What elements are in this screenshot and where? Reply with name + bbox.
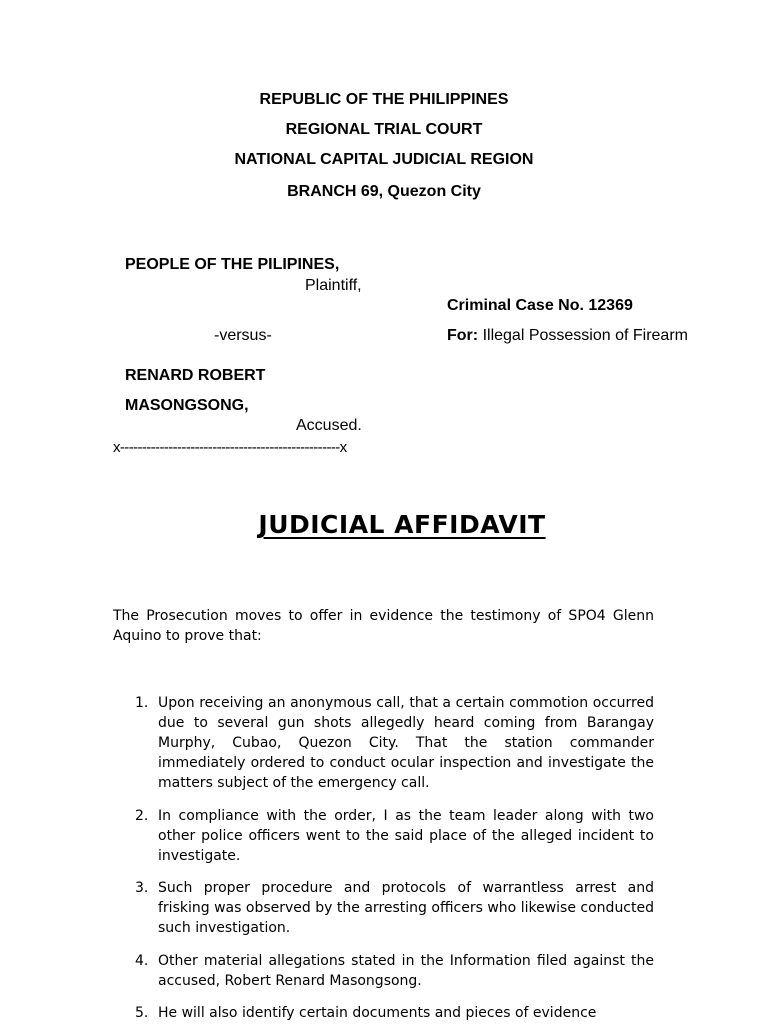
plaintiff-name: PEOPLE OF THE PILIPINES, [125, 256, 340, 273]
list-item-text: Upon receiving an anonymous call, that a certain commotion occurred due to several gun shots allegedly heard coming from Barangay Murphy, Cubao, Quezon City. That the station commander immediately ordered to conduct ocular inspection and investigate the matters subject of the emergency call. [158, 695, 654, 791]
header-branch: BRANCH 69, Quezon City [287, 183, 481, 200]
plaintiff-role: Plaintiff, [305, 277, 362, 294]
charge-value: Illegal Possession of Firearm [482, 327, 688, 344]
list-item [113, 878, 654, 938]
caption-separator: x--------------------------------------------------x [113, 439, 347, 456]
list-item-text: Such proper procedure and protocols of warrantless arrest and frisking was observed by the arresting officers who likewise conducted such investigation. [158, 880, 654, 936]
list-item [113, 693, 654, 793]
list-item [113, 806, 654, 866]
intro-paragraph: The Prosecution moves to offer in evidence the testimony of SPO4 Glenn Aquino to prove that: [113, 608, 654, 644]
document-title-text: JUDICIAL AFFIDAVIT [258, 510, 546, 539]
document-title [0, 508, 768, 542]
list-item-number: 3. [135, 880, 149, 896]
list-item-number: 2. [135, 807, 149, 824]
list-item-text: Other material allegations stated in the Information filed against the accused, Robert Renard Masongsong. [158, 952, 654, 989]
accused-name-line2: MASONGSONG, [125, 397, 249, 414]
list-item-number: 5. [135, 1005, 149, 1021]
accused-name-line1: RENARD ROBERT [125, 367, 266, 384]
list-item-number: 1. [135, 695, 149, 711]
allegation-list [113, 693, 654, 1024]
case-charge [447, 326, 688, 346]
list-item-number: 4. [135, 952, 149, 969]
versus-label: -versus- [214, 327, 272, 344]
list-item-text: In compliance with the order, I as the team leader along with two other police officers went to the said place of the alleged incident to investigate. [158, 807, 654, 864]
header-republic: REPUBLIC OF THE PHILIPPINES [259, 91, 509, 108]
accused-role: Accused. [296, 417, 362, 434]
list-item-text: He will also identify certain documents and pieces of evidence [158, 1005, 597, 1021]
case-number: Criminal Case No. 12369 [447, 297, 633, 314]
header-court: REGIONAL TRIAL COURT [285, 121, 483, 138]
header-region: NATIONAL CAPITAL JUDICIAL REGION [234, 151, 534, 168]
charge-label: For: [447, 327, 479, 344]
list-item [113, 1003, 654, 1023]
list-item [113, 951, 654, 991]
